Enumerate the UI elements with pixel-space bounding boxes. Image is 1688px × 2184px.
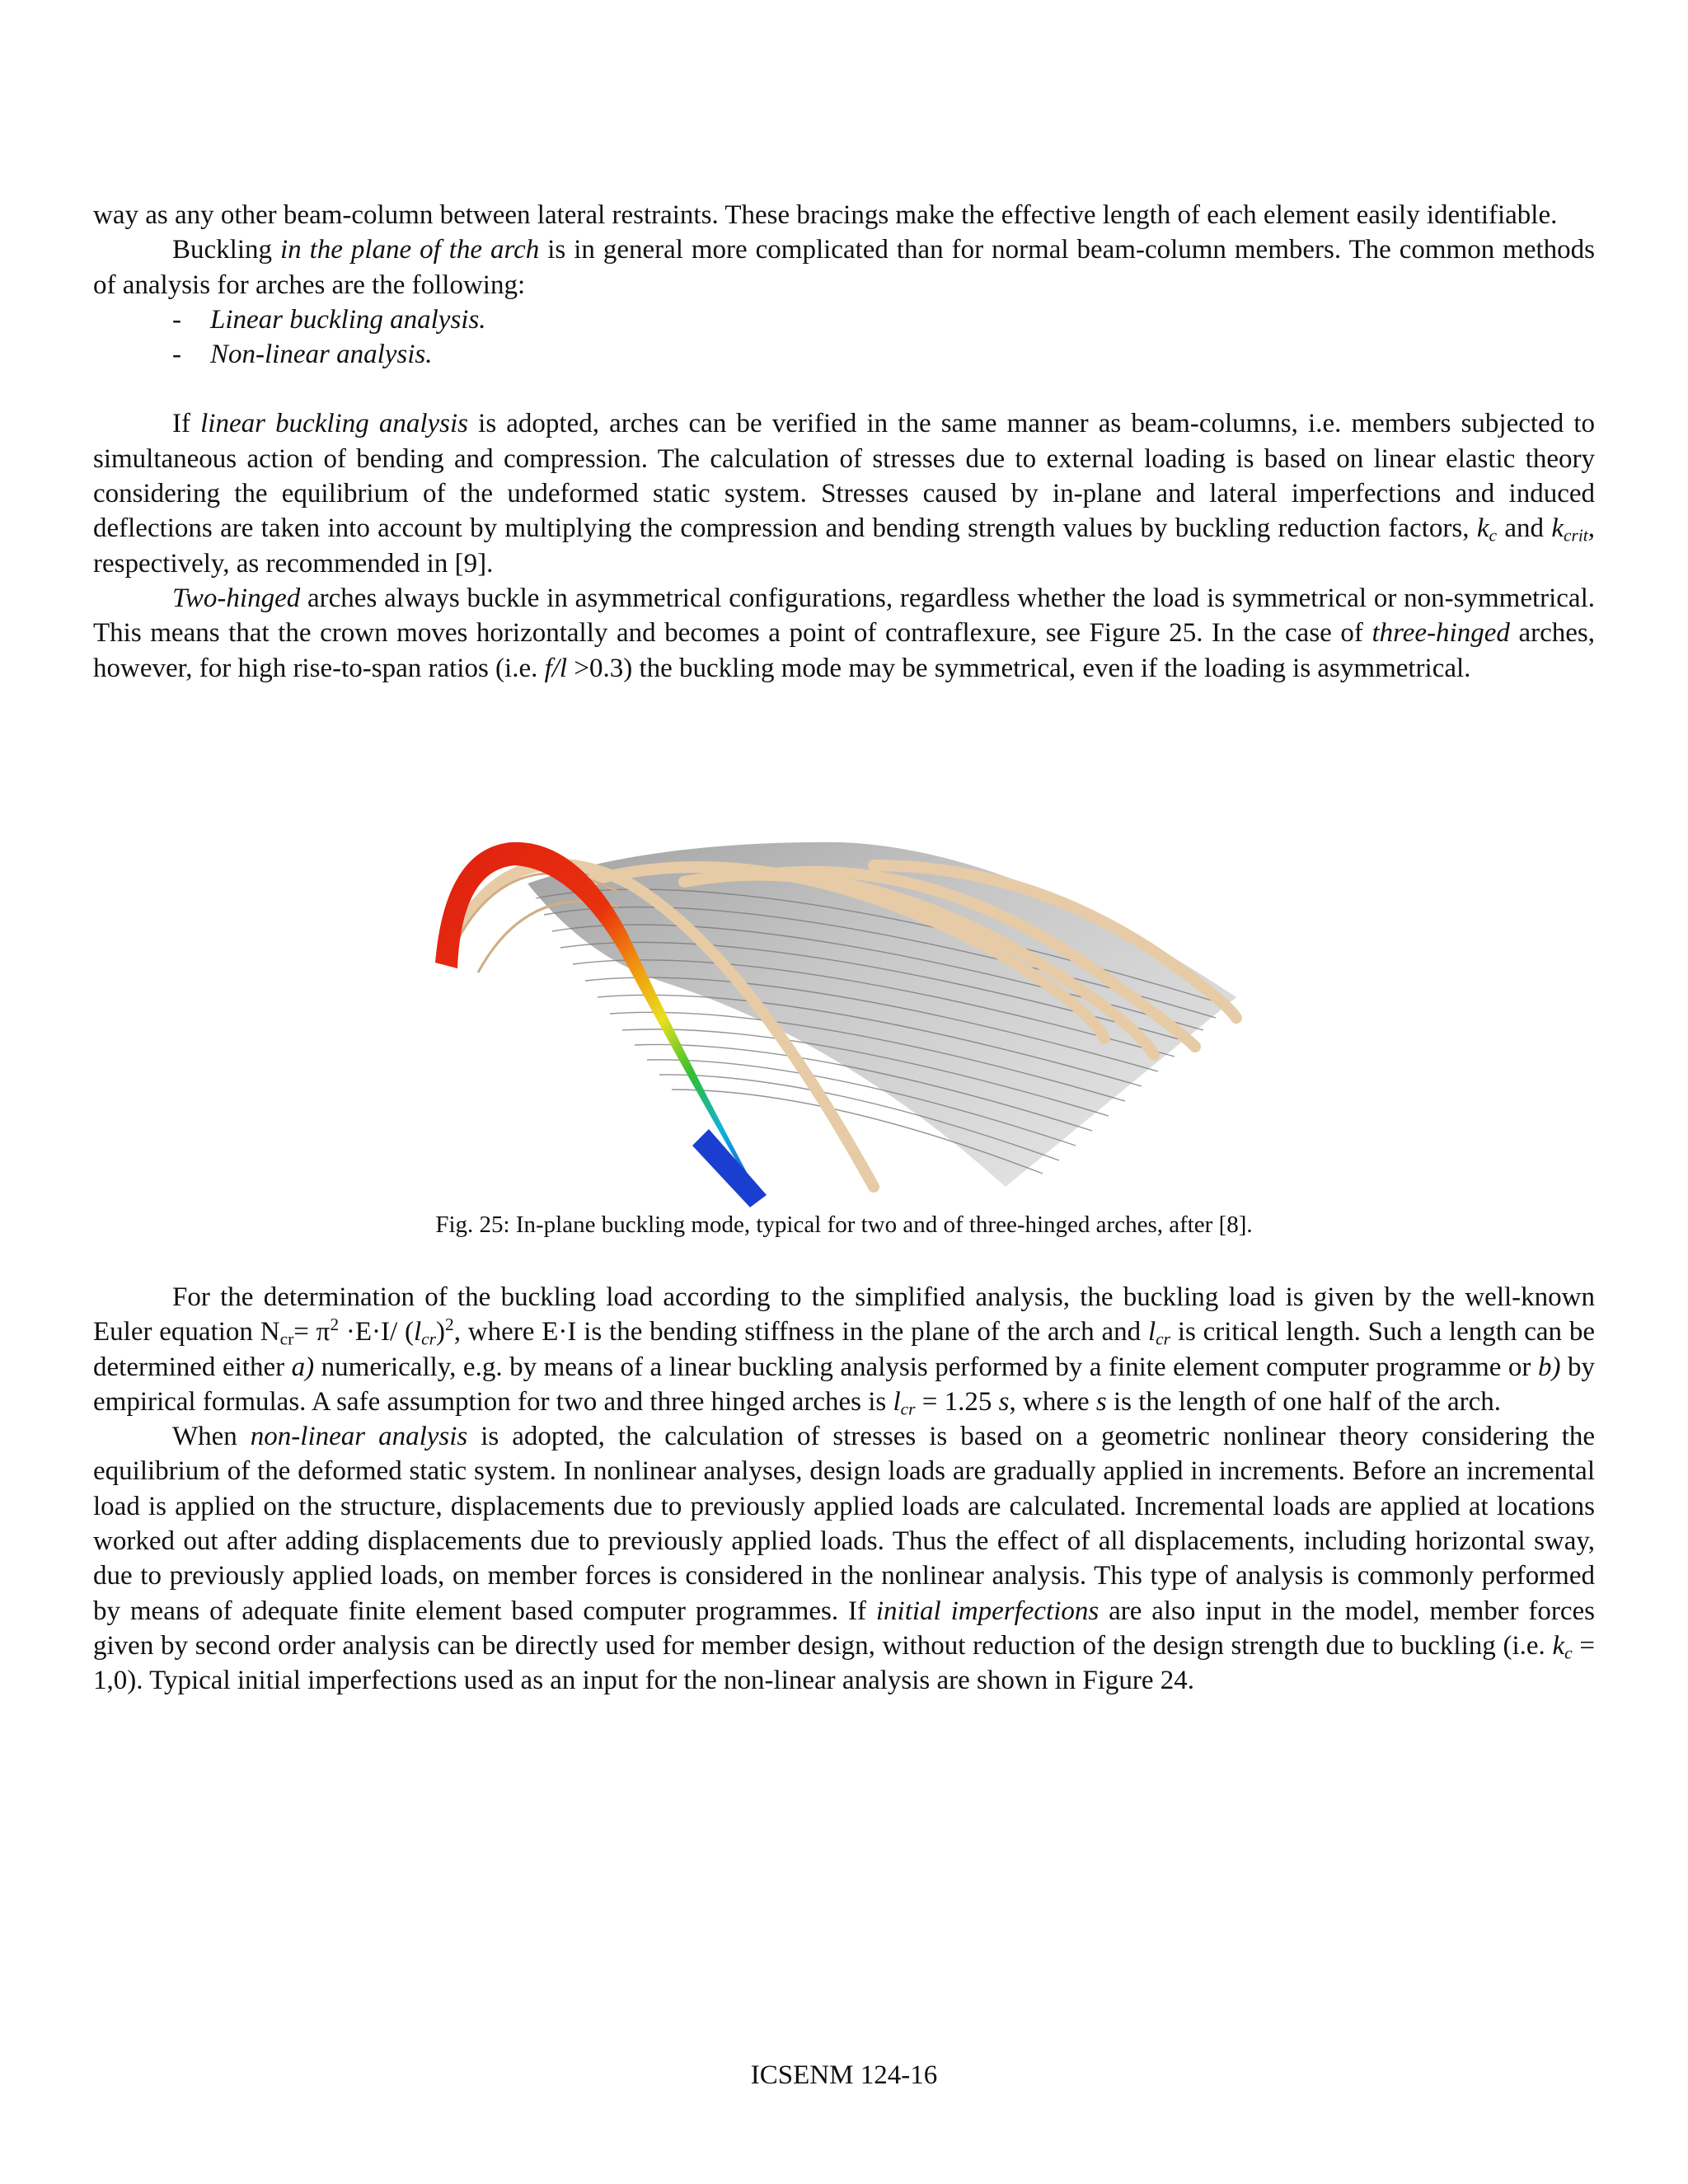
paragraph-buckling-in-plane: Buckling in the plane of the arch is in general more complicated than for normal beam-column members. The common methods of analysis for arches are the following: (93, 235, 1595, 300)
page-body-continued (93, 1280, 1595, 1699)
figure-buckling-mode (412, 832, 1278, 1216)
paragraph-continued: way as any other beam-column between lateral restraints. These bracings make the effective length of each element easily identifiable. (93, 200, 1558, 230)
figure-caption: Fig. 25: In-plane buckling mode, typical for two and of three-hinged arches, after [8]. (435, 1212, 1253, 1238)
paragraph-nonlinear: When non-linear analysis is adopted, the calculation of stresses is based on a geometric nonlinear theory considering the equilibrium of the deformed static system. In nonlinear analyses, design loads are gradually applied in increments. Before an incremental load is applied on the structure, displacements due to previously applied loads are calculated. Incremental loads are applied at locations worked out after adding displacements due to previously applied loads. Thus the effect of all displacements, including horizontal sway, due to previously applied loads, on member forces is considered in the nonlinear analysis. This type of analysis is commonly performed by means of adequate finite element based computer programmes. If initial imperfections are also input in the model, member forces given by second order analysis can be directly used for member design, without reduction of the design strength due to buckling (i.e. $k_c = 1,0$). Typical initial imperfections used as an input for the non-linear analysis are shown in Figure 24. (93, 1422, 1596, 1696)
arch-roof-render (412, 832, 1278, 1216)
paragraph-linear-buckling: If linear buckling analysis is adopted, arches can be verified in the same manner as beam-columns, i.e. members subjected to simultaneous action of bending and compression. The calculation of stresses due to external loading is based on linear elastic theory considering the equilibrium of the undeformed static system. Stresses caused by in-plane and lateral imperfections and induced deflections are taken into account by multiplying the compression and bending strength values by buckling reduction factors, $k_c$ and $k_{crit}$, respectively, as recommended in [9]. (93, 409, 1595, 579)
paragraph-two-hinged: Two-hinged arches always buckle in asymmetrical configurations, regardless whether the load is symmetrical or non-symmetrical. This means that the crown moves horizontally and becomes a point of contraflexure, see Figure 25. In the case of three-hinged arches, however, for high rise-to-span ratios (i.e. f/l >0.3) the buckling mode may be symmetrical, even if the loading is asymmetrical. (93, 583, 1595, 683)
list-item: - Linear buckling analysis. (172, 304, 486, 335)
page-footer: ICSENM 124-16 (750, 2060, 938, 2090)
list-item: - Non-linear analysis. (172, 340, 433, 370)
paragraph-euler: For the determination of the buckling load according to the simplified analysis, the buckling load is given by the well-known Euler equation $N_{cr}= \pi^2 \cdot E\cdot I/$ $(l_{cr})^2$, where E·I is the bending stiffness in the plane of the arch and $l_{cr}$ is critical length. Such a length can be determined either a) numerically, e.g. by means of a linear buckling analysis performed by a finite element computer programme or b) by empirical formulas. A safe assumption for two and three hinged arches is $l_{cr} = 1.25$ s, where s is the length of one half of the arch. (93, 1282, 1595, 1419)
page-body (93, 198, 1595, 686)
